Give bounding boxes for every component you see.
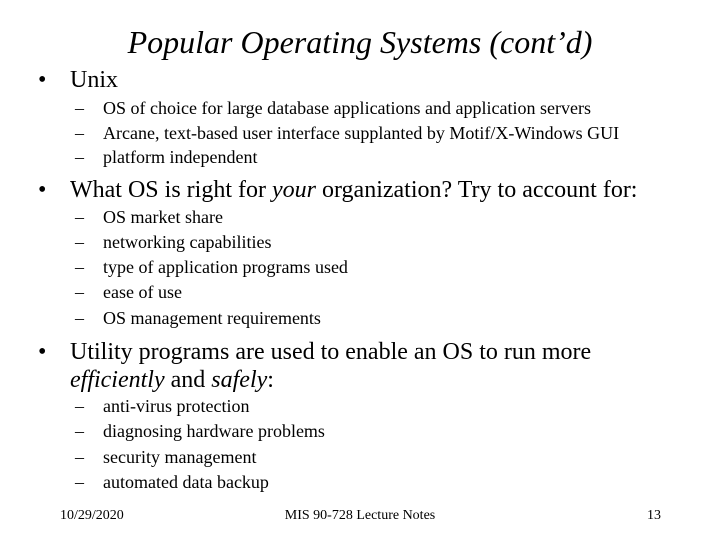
dash-marker: – [75, 282, 84, 302]
sub-item [75, 97, 591, 119]
slide-title: Popular Operating Systems (cont’d) [127, 24, 593, 60]
bullet-marker: • [38, 177, 47, 203]
bullet-utility-programs [38, 338, 591, 394]
bullet-which-os [38, 176, 637, 204]
sub-item-text: OS management requirements [103, 308, 321, 328]
dash-marker: – [75, 257, 84, 277]
dash-marker: – [75, 421, 84, 441]
footer-course-title: MIS 90-728 Lecture Notes [284, 508, 436, 523]
sub-item [75, 395, 249, 417]
dash-marker: – [75, 396, 84, 416]
bullet-marker: • [38, 339, 47, 365]
sub-item-text: anti-virus protection [103, 396, 250, 416]
sub-item [75, 146, 257, 168]
bullet-text-part: and [164, 367, 212, 393]
bullet-marker: • [38, 67, 47, 93]
sub-item [75, 446, 256, 468]
footer-date: 10/29/2020 [60, 508, 124, 523]
sub-item-text: OS market share [103, 207, 223, 227]
sub-item-text: type of application programs used [103, 257, 348, 277]
sub-item [75, 122, 619, 144]
bullet-text-part: : [267, 367, 274, 393]
dash-marker: – [75, 308, 84, 328]
sub-item-text: ease of use [103, 282, 182, 302]
sub-item [75, 256, 348, 278]
sub-item [75, 420, 325, 442]
bullet-text-emphasis: your [271, 177, 316, 203]
footer-page-number: 13 [647, 508, 661, 523]
dash-marker: – [75, 472, 84, 492]
sub-item-text: OS of choice for large database applications and application servers [103, 98, 591, 118]
sub-item-text: platform independent [103, 147, 258, 167]
bullet-text-emphasis: efficiently [70, 367, 165, 393]
sub-item [75, 307, 321, 329]
sub-item-text: Arcane, text-based user interface supplanted by Motif/X-Windows GUI [103, 123, 620, 143]
bullet-text: Unix [70, 67, 118, 93]
bullet-unix [38, 66, 118, 94]
bullet-text-line1: Utility programs are used to enable an OS to run more [70, 339, 592, 365]
bullet-text-emphasis: safely [211, 367, 268, 393]
bullet-text-line2 [38, 366, 591, 394]
sub-item-text: security management [103, 447, 257, 467]
dash-marker: – [75, 207, 84, 227]
dash-marker: – [75, 232, 84, 252]
bullet-text-part: What OS is right for [70, 177, 272, 203]
dash-marker: – [75, 98, 84, 118]
sub-item [75, 231, 271, 253]
dash-marker: – [75, 447, 84, 467]
sub-item [75, 471, 269, 493]
bullet-text-part: organization? Try to account for: [315, 177, 638, 203]
dash-marker: – [75, 147, 84, 167]
sub-item-text: networking capabilities [103, 232, 272, 252]
dash-marker: – [75, 123, 84, 143]
sub-item [75, 281, 182, 303]
sub-item-text: diagnosing hardware problems [103, 421, 325, 441]
sub-item-text: automated data backup [103, 472, 269, 492]
sub-item [75, 206, 223, 228]
